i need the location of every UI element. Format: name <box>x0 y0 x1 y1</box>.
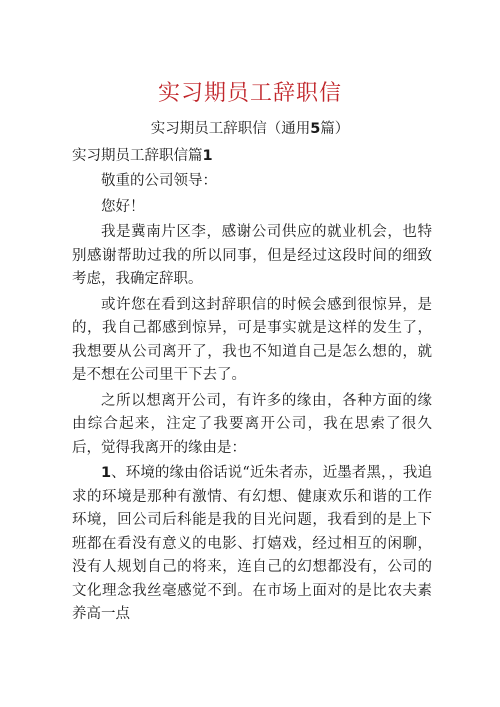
greeting: 您好！ <box>101 198 145 215</box>
document-subtitle <box>0 118 500 140</box>
paragraph: 或许您在看到这封辞职信的时候会感到很惊异，是的，我自己都感到惊异，可是事实就是这样的发生了，我想要从公司离开了，我也不知道自己是怎么想的，就是不想在公司里干下去了。 <box>72 296 432 383</box>
list-item <box>72 462 432 627</box>
section-heading-number: 1 <box>202 148 213 164</box>
letter-body <box>72 170 432 629</box>
list-item-text: 、环境的缘由俗话说“近朱者赤，近墨者黑，，我追求的环境是那种有激情、有幻想、健康欢乐和谐的工作环境，回公司后科能是我的目光问题，我看到的是上下班都在看没有意义的电影、打嬉戏，经过相互的闲聊，没有人规划自己的将来，连自己的幻想都没有，公司的文化理念我丝毫感觉不到。在市场上面对的是比农夫素养高一点 <box>72 465 432 622</box>
section-heading <box>72 145 213 167</box>
list-item-number: 1 <box>101 465 112 481</box>
subtitle-number: 5 <box>310 121 321 137</box>
salutation: 敬重的公司领导： <box>101 173 217 189</box>
paragraph: 之所以想离开公司，有许多的缘由，各种方面的缘由综合起来，注定了我要离开公司，我在思索了很久后，觉得我离开的缘由是： <box>72 392 432 456</box>
subtitle-prefix: 实习期员工辞职信（通用 <box>150 121 311 137</box>
paragraph: 我是冀南片区李，感谢公司供应的就业机会，也特别感谢帮助过我的所以同事，但是经过这段时间的细致考虑，我确定辞职。 <box>72 224 432 287</box>
section-heading-prefix: 实习期员工辞职信篇 <box>72 148 203 164</box>
document-title: 实习期员工辞职信 <box>157 81 342 106</box>
subtitle-suffix: 篇） <box>320 121 350 137</box>
